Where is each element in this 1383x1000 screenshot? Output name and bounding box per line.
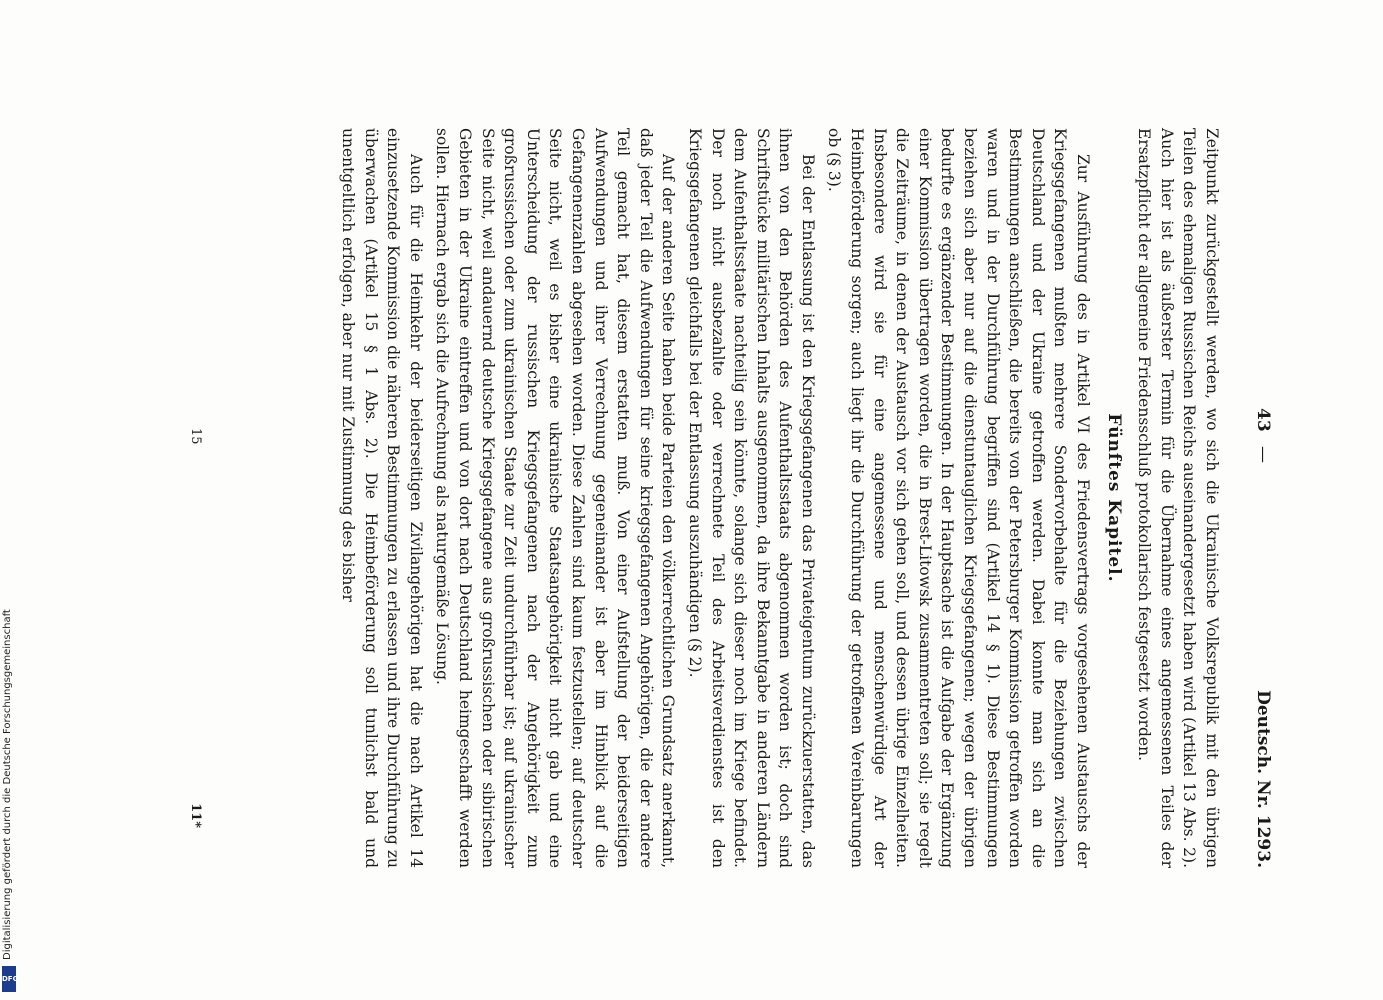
funding-strip <box>0 600 22 1000</box>
page-footer <box>173 128 203 868</box>
rotated-page-content <box>153 128 1273 868</box>
paragraph-4: Auf der anderen Seite haben beide Parteien den völkerrechtlichen Grundsatz anerkannt, daß jeder Teil die Aufwendungen für seine kriegsgefangenen Angehörigen, die der andere Teil gemacht hat, diesem erstatten muß. Von einer Aufstellung der beiderseitigen Aufwendungen und ihrer Verrechnung gegeneinander ist aber im Hinblick auf die Gefangenenzahlen abgesehen worden. Diese Zahlen sind kaum festzustellen; auf deutscher Seite nicht, weil es bisher eine ukrainische Staatsangehörigkeit nicht gab und eine Unterscheidung der russischen Kriegsgefangenen nach der Angehörigkeit zum großrussischen oder zum ukrainischen Staate zur Zeit undurchführbar ist; auf ukrainischer Seite nicht, weil andauernd deutsche Kriegsgefangene aus großrussischen oder sibirischen Gebieten in der Ukraine eintreffen und von dort nach Deutschland heimgeschafft werden sollen. Hiernach ergab sich die Aufrechnung als naturgemäße Lösung. <box>433 128 678 868</box>
page-header <box>1243 128 1273 868</box>
footer-signature-left: 15 <box>188 428 203 445</box>
paragraph-2: Zur Ausführung des in Artikel VI des Friedensvertrags vorgesehenen Austauschs der Kriegsgefangenen mußten mehrere Sondervorbehalte für die Beziehungen zwischen Deutschland und der Ukraine getroffen werden. Dabei konnte man sich an die Bestimmungen anschließen, die bereits von der Petersburger Kommission getroffen worden waren und in der Durchführung begriffen sind (Artikel 14 § 1). Diese Bestimmungen beziehen sich aber nur auf die dienstuntauglichen Kriegsgefangenen; wegen der übrigen bedurfte es ergänzender Bestimmungen. In der Hauptsache ist die Aufgabe der Ergänzung einer Kommission übertragen worden, die in Brest-Litowsk zusammentreten soll; sie regelt die Zeiträume, in denen der Austausch vor sich gehen soll, und dessen übrige Einzelheiten. Insbesondere wird sie für eine angemessene und menschenwürdige Art der Heimbeförderung sorgen; auch liegt ihr die Durchführung der getroffenen Vereinbarungen ob (§ 3). <box>825 128 1093 868</box>
dfg-logo-label: DFG <box>2 975 19 983</box>
paragraph-1: Zeitpunkt zurückgestellt werden, wo sich die Ukrainische Volksrepublik mit den übrigen Teilen des ehemaligen Russischen Reichs auseinandergesetzt haben wird (Artikel 13 Abs. 2). Auch hier ist als äußerster Termin für die Übernahme eines angemessenen Teiles der Ersatzpflicht der allgemeine Friedensschluß protokollarisch festgesetzt worden. <box>1135 128 1221 868</box>
header-dash: — <box>1253 446 1273 463</box>
paragraph-5: Auch für die Heimkehr der beiderseitigen Zivilangehörigen hat die nach Artikel 14 einzusetzende Kommission die näheren Bestimmungen zu erlassen und ihre Durchführung zu überwachen (Artikel 15 § 1 Abs. 2). Die Heimbeförderung soll tunlichst bald und unentgeltlich erfolgen, aber nur mit Zustimmung des bisher <box>339 128 425 868</box>
dfg-logo <box>2 966 19 992</box>
document-reference: Deutsch. Nr. 1293. <box>1253 690 1273 868</box>
document-body <box>332 128 1223 868</box>
page-number: 43 <box>1253 408 1273 432</box>
chapter-heading: Fünftes Kapitel. <box>1103 413 1124 583</box>
funding-note: Digitalisierung gefördert durch die Deutsche Forschungsgemeinschaft <box>2 609 13 960</box>
footer-signature-right: 11* <box>188 803 203 828</box>
paragraph-3: Bei der Entlassung ist den Kriegsgefangenen das Privateigentum zurückzuerstatten, das ihnen von den Behörden des Aufenthaltsstaats abgenommen worden ist; doch sind Schriftstücke militärischen Inhalts ausgenommen, da ihre Bekanntgabe in anderen Ländern dem Aufenthaltsstaate nachteilig sein könnte, solange sich dieser noch im Kriege befindet. Der noch nicht ausbezahlte oder verrechnete Teil des Arbeitsverdienstes ist den Kriegsgefangenen gleichfalls bei der Entlassung auszuhändigen (§ 2). <box>685 128 817 868</box>
